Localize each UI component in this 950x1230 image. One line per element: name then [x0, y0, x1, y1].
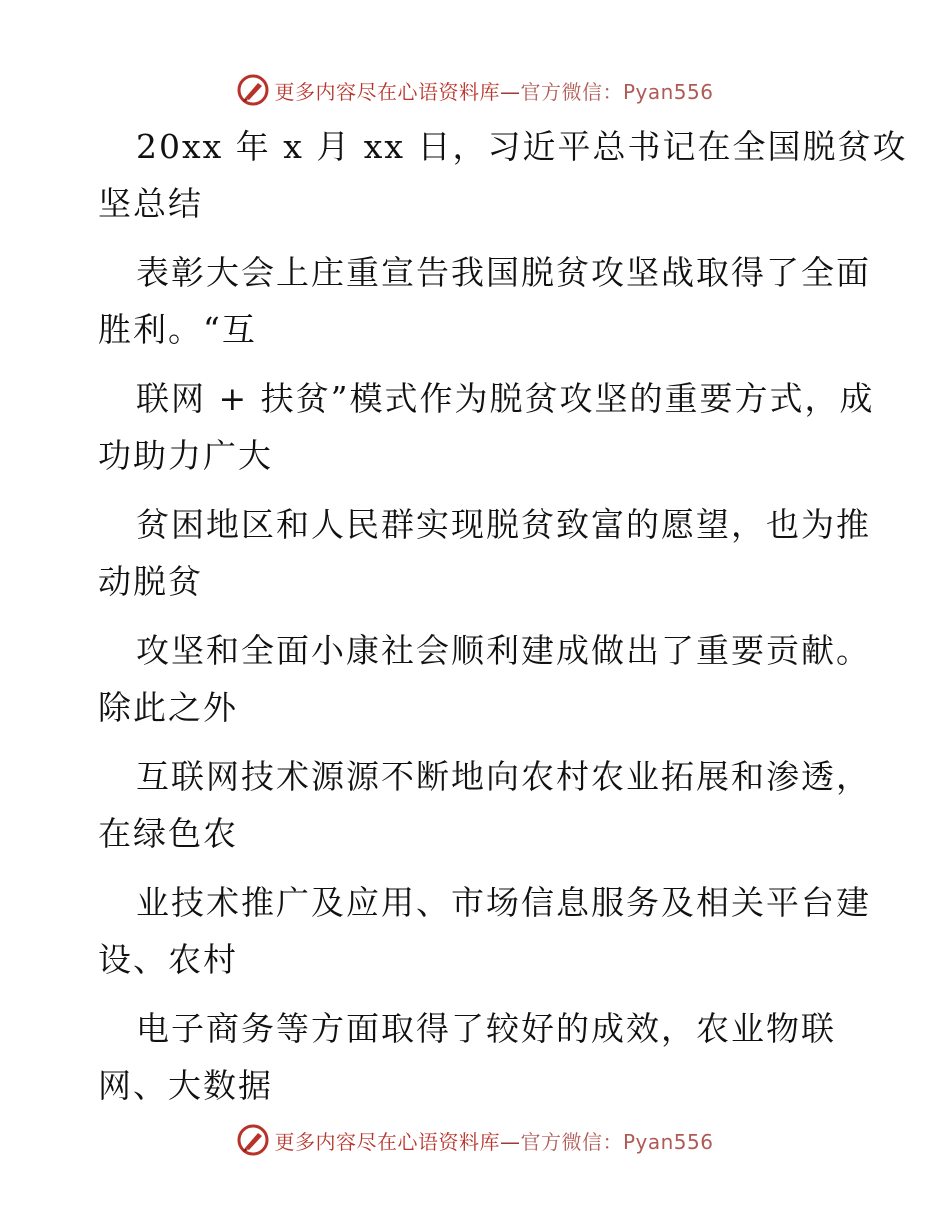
paragraph-5-line-2: 除此之外	[98, 688, 238, 727]
paragraph-8	[98, 1000, 858, 1114]
paragraph-6	[98, 748, 871, 862]
paragraph-1-line-2: 坚总结	[98, 184, 203, 223]
header-banner-main: 更多内容尽在心语资料库	[274, 79, 500, 104]
paragraph-5	[98, 622, 871, 736]
paragraph-8-line-2: 网、大数据	[98, 1066, 273, 1105]
paragraph-6-line-2: 在绿色农	[98, 814, 238, 853]
document-body	[98, 118, 908, 1126]
paragraph-5-line-1: 攻坚和全面小康社会顺利建成做出了重要贡献。	[136, 631, 871, 670]
paragraph-4-line-2: 动脱贫	[98, 562, 203, 601]
paragraph-7-line-1: 业技术推广及应用、市场信息服务及相关平台建	[136, 883, 871, 922]
paragraph-2-line-2: 胜利。“互	[98, 310, 257, 349]
paragraph-3-line-2: 功助力广大	[98, 436, 273, 475]
footer-banner-dash: —	[499, 1129, 521, 1154]
paragraph-3-line-1: 联网 + 扶贫”模式作为脱贫攻坚的重要方式，成	[136, 379, 875, 418]
header-banner-wechat: 官方微信：Pyan556	[520, 79, 714, 104]
paragraph-3	[98, 370, 875, 484]
pen-seal-icon	[236, 73, 270, 107]
footer-banner	[0, 1120, 950, 1160]
paragraph-2	[98, 244, 871, 358]
paragraph-6-line-1: 互联网技术源源不断地向农村农业拓展和渗透，	[136, 757, 871, 796]
paragraph-1-line-1: 20xx 年 x 月 xx 日，习近平总书记在全国脱贫攻	[136, 127, 908, 166]
header-banner-text	[274, 76, 713, 105]
paragraph-4-line-1: 贫困地区和人民群实现脱贫致富的愿望，也为推	[136, 505, 871, 544]
header-banner-dash: —	[499, 79, 521, 104]
footer-banner-text	[274, 1126, 713, 1155]
paragraph-4	[98, 496, 871, 610]
footer-banner-wechat: 官方微信：Pyan556	[520, 1129, 714, 1154]
header-banner	[0, 70, 950, 110]
footer-banner-main: 更多内容尽在心语资料库	[274, 1129, 500, 1154]
pen-seal-icon	[236, 1123, 270, 1157]
paragraph-1	[98, 118, 908, 232]
paragraph-7-line-2: 设、农村	[98, 940, 238, 979]
paragraph-8-line-1: 电子商务等方面取得了较好的成效，农业物联	[136, 1009, 836, 1048]
paragraph-2-line-1: 表彰大会上庄重宣告我国脱贫攻坚战取得了全面	[136, 253, 871, 292]
paragraph-7	[98, 874, 871, 988]
